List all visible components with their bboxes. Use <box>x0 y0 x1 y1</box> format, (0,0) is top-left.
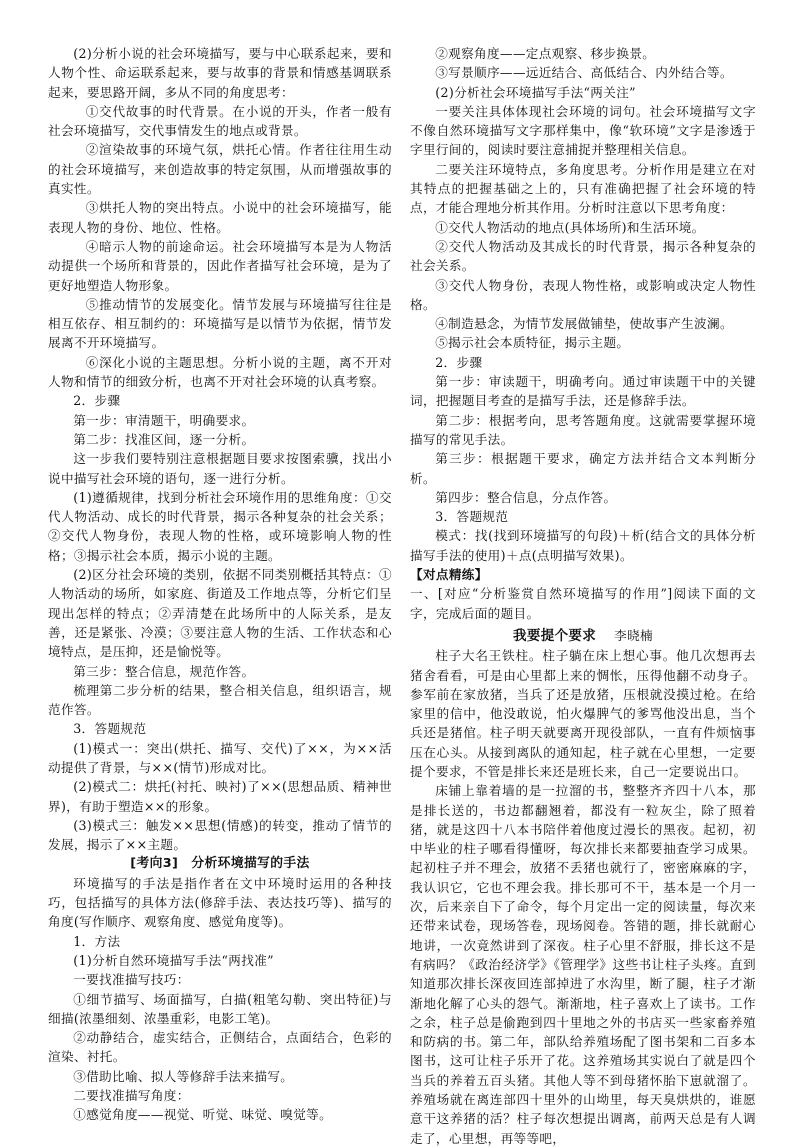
list-item: ③烘托人物的突出特点。小说中的社会环境描写，能表现人物的身份、地位、性格。 <box>48 200 392 235</box>
list-item: ③写景顺序——远近结合、高低结合、内外结合等。 <box>435 65 733 81</box>
paragraph: 环境描写的手法是指作者在文中环境时运用的各种技巧，包括描写的具体方法(修辞手法、表达技巧等)、描写的角度(写作顺序、观察角度、感觉角度等)。 <box>48 875 392 930</box>
section-heading: 2．步骤 <box>73 393 121 409</box>
step-line: 第三步：整合信息，规范作答。 <box>73 663 255 679</box>
step-line: 第二步：找准区间，逐一分析。 <box>73 431 255 447</box>
list-item: ①感觉角度——视觉、听觉、味觉、嗅觉等。 <box>73 1107 333 1123</box>
list-item: ①交代人物活动的地点(具体场所)和生活环境。 <box>435 219 705 235</box>
right-column <box>410 44 756 1148</box>
article-title: 我要提个要求 <box>513 627 597 644</box>
list-item: ⑤推动情节的发展变化。情节发展与环境描写往往是相互依存、相互制约的：环境描写是以情节为依据，情节发展离不开环境描写。 <box>48 296 392 351</box>
list-item: ①交代故事的时代背景。在小说的开头，作者一般有社会环境描写，交代事情发生的地点或背景。 <box>48 103 392 139</box>
exercise-instruction: 一、[对应“分析鉴赏自然环境描写的作用”]阅读下面的文字，完成后面的题目。 <box>410 586 756 621</box>
paragraph: 梳理第二步分析的结果，整合相关信息，组织语言，规范作答。 <box>48 682 392 718</box>
paragraph: 这一步我们要特别注意根据题目要求按图索骥，找出小说中描写社会环境的语句，逐一进行分析。 <box>48 451 392 486</box>
paragraph: 一要关注具体体现社会环境的词句。社会环境描写文字不像自然环境描写文字那样集中，像“软环境”文字是渗透于字里行间的，阅读时要注意捕捉并整理相关信息。 <box>410 103 756 158</box>
list-item: ④制造悬念，为情节发展做铺垫，使故事产生波澜。 <box>435 316 733 332</box>
section-heading: 2．步骤 <box>435 354 483 370</box>
article-title-line <box>410 626 756 646</box>
answer-template: (2)模式二：烘托(衬托、映衬)了××(思想品质、精神世界)，有助于塑造××的形象。 <box>48 779 392 814</box>
list-item: ③交代人物身份，表现人物性格，或影响或决定人物性格。 <box>410 277 756 312</box>
list-item: ②观察角度——定点观察、移步换景。 <box>435 46 656 61</box>
paragraph: (2)区分社会环境的类别，依据不同类别概括其特点：①人物活动的场所，如家庭、街道及工作地点等，分析它们呈现出怎样的特点；②弄清楚在此场所中的人际关系，是友善，还是紧张、冷漠；③要注意人物的生活、工作状态和心境特点，是压抑，还是愉悦等。 <box>48 567 392 660</box>
step-line: 第一步：审读题干，明确考向。通过审读题干中的关键词，把握题目考查的是描写手法，还是修辞手法。 <box>410 374 756 409</box>
subsection-heading: (1)分析自然环境描写手法“两找准” <box>73 952 274 968</box>
section-heading: 3．答题规范 <box>73 721 147 737</box>
exercise-heading: 【对点精练】 <box>410 567 488 583</box>
paragraph: 二要关注环境特点，多角度思考。分析作用是建立在对其特点的把握基础之上的，只有准确把握了社会环境的特点，才能合理地分析其作用。分析时注意以下思考角度： <box>410 161 756 216</box>
article-author: 李晓楠 <box>614 627 653 643</box>
list-item: ①细节描写、场面描写，白描(粗笔勾勒、突出特征)与细描(浓墨细刻、浓墨重彩，电影工笔)。 <box>48 991 392 1026</box>
paragraph: (2)分析小说的社会环境描写，要与中心联系起来，要和人物个性、命运联系起来，要与故事的背景和情感基调联系起来，要思路开阔，多从不同的角度思考： <box>48 46 392 100</box>
answer-template: (3)模式三：触发××思想(情感)的转变，推动了情节的发展，揭示了××主题。 <box>48 817 392 853</box>
article-paragraph: 床铺上靠着墙的是一拉溜的书，整整齐齐四十八本，那是排长送的，书边都翻翘着，都没有一粒灰尘，除了照着猪，就是这四十八本书陪伴着他度过漫长的黑夜。起初，初中毕业的柱子哪看得懂呀，每次排长来都要抽查学习成果。起初柱子并不理会，放猪不丢猪也就行了，密密麻麻的字，我认识它，它也不理会我。排长那可不干，基本是一个月一次，后来亲自下了命令，每个月定出一定的阅读量，每次来还带来试卷，现场答卷，现场阅卷。答错的题，排长就耐心地讲，一次竟然讲到了深夜。柱子心里不舒服，排长这不是有病吗？《政治经济学》《管理学》这些书让柱子头疼。直到知道那次排长深夜回连部掉进了水沟里，断了腿，柱子才渐渐地化解了心头的怨气。渐渐地，柱子喜欢上了读书。工作之余，柱子总是偷跑到四十里地之外的书店买一些家畜养殖和防病的书。第二年，部队给养殖场配了图书架和二百多本图书，这可让柱子乐开了花。这养殖场其实说白了就是四个当兵的养着五百头猪。其他人等不到母猪怀胎下崽就溜了。养殖场就在离连部四十里外的山坳里，每天臭烘烘的，谁愿意干这养猪的活？柱子每次想提出调离，前两天总是有人调走了，心里想，再等等吧， <box>410 783 756 1146</box>
list-item: ③借助比喻、拟人等修辞手法来描写。 <box>73 1068 294 1084</box>
topic-heading: [考向3] 分析环境描写的手法 <box>130 856 310 872</box>
article-paragraph: 柱子大名王铁柱。柱子躺在床上想心事。他几次想再去猪舍看看，可是由心里都上来的惆怅，压得他翻不动身子。参军前在家放猪，当兵了还是放猪，压根就没摸过枪。在给家里的信中，他没敢说，怕火爆脾气的爹骂他没出息，当个兵还是猪倌。柱子明天就要离开现役部队，一直有件烦恼事压在心头。从接到离队的通知起，柱子就在心里想，一定要提个要求，不管是排长来还是班长来，自己一定要说出口。 <box>410 648 756 779</box>
list-item: ②动静结合，虚实结合，正侧结合，点面结合，色彩的渲染、衬托。 <box>48 1030 392 1065</box>
subsection-heading: (2)分析社会环境描写手法“两关注” <box>435 84 636 100</box>
step-line: 第二步：根据考向，思考答题角度。这就需要掌握环境描写的常见手法。 <box>410 412 756 447</box>
paragraph: (1)遵循规律，找到分析社会环境作用的思维角度：①交代人物活动、成长的时代背景，揭示各种复杂的社会关系；②交代人物身份，表现人物的性格，或环境影响人物的性格；③揭示社会本质，揭示小说的主题。 <box>48 489 392 563</box>
paragraph: 二要找准描写角度： <box>73 1088 190 1104</box>
left-column <box>48 44 392 1125</box>
step-line: 第一步：审清题干，明确要求。 <box>73 412 255 428</box>
answer-template: (1)模式一：突出(烘托、描写、交代)了××，为××活动提供了背景，与××(情节)形成对比。 <box>48 740 392 775</box>
paragraph: 一要找准描写技巧： <box>73 972 190 988</box>
list-item: ②交代人物活动及其成长的时代背景，揭示各种复杂的社会关系。 <box>410 238 756 274</box>
section-heading: 1．方法 <box>73 933 121 949</box>
step-line: 第四步：整合信息，分点作答。 <box>435 489 617 505</box>
section-heading: 3．答题规范 <box>435 509 509 525</box>
answer-template: 模式：找(找到环境描写的句段)＋析(结合文的具体分析描写手法的使用)＋点(点明描写效果)。 <box>410 528 756 563</box>
list-item: ⑤揭示社会本质特征，揭示主题。 <box>435 335 630 351</box>
list-item: ⑥深化小说的主题思想。分析小说的主题，离不开对人物和情节的细致分析，也离不开对社会环境的认真考察。 <box>48 354 392 390</box>
list-item: ②渲染故事的环境气氛，烘托心情。作者往往用生动的社会环境描写，来创造故事的特定氛围，从而增强故事的真实性。 <box>48 142 392 197</box>
list-item: ④暗示人物的前途命运。社会环境描写本是为人物活动提供一个场所和背景的，因此作者描写社会环境，是为了更好地塑造人物形象。 <box>48 238 392 293</box>
step-line: 第三步：根据题干要求，确定方法并结合文本判断分析。 <box>410 451 756 486</box>
